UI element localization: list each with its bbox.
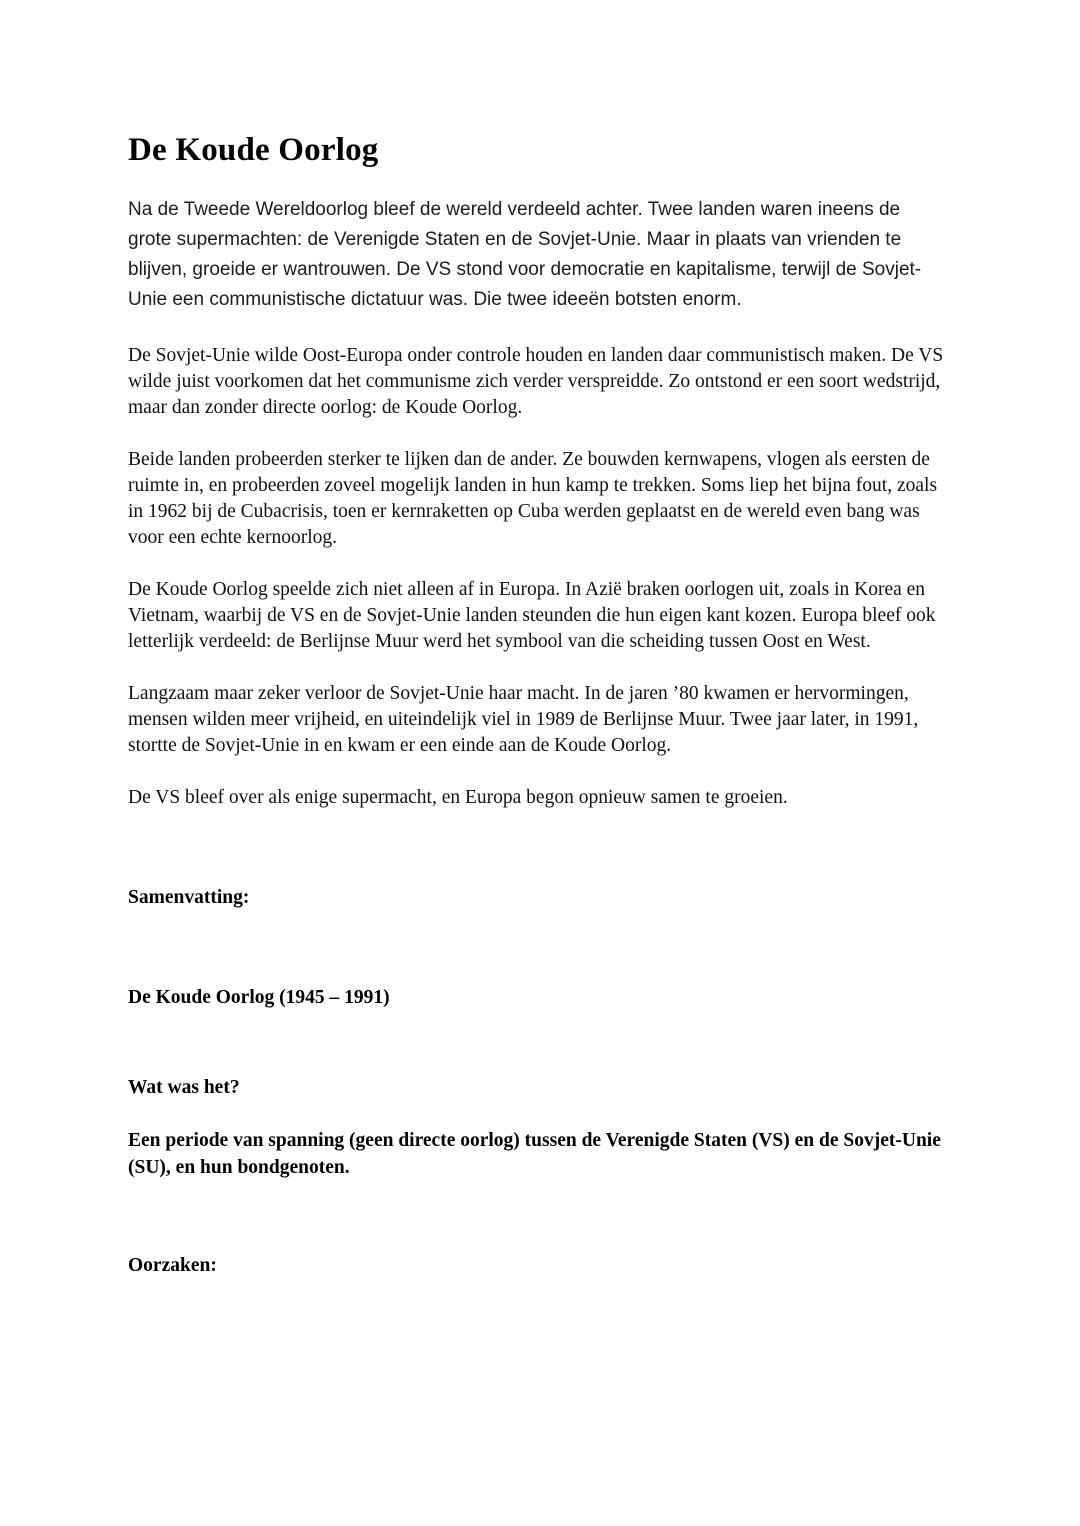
paragraph-vs-supermacht: De VS bleef over als enige supermacht, en Europa begon opnieuw samen te groeien. [128,787,788,808]
summary-question-wat-was-het: Wat was het? [128,1077,240,1098]
summary-question-oorzaken: Oorzaken: [128,1255,217,1276]
paragraph-sovjet-oost-europa: De Sovjet-Unie wilde Oost-Europa onder controle houden en landen daar communistisch maken. De VS wilde juist voorkomen dat het communisme zich verder verspreidde. Zo ontstond er een soort wedstrijd, maar dan zonder directe oorlog: de Koude Oorlog. [128,345,944,418]
document-title: De Koude Oorlog [128,132,379,168]
summary-answer-definitie: Een periode van spanning (geen directe oorlog) tussen de Verenigde Staten (VS) en de Sovjet-Unie (SU), en hun bondgenoten. [128,1130,941,1178]
paragraph-azie-berlijnse-muur: De Koude Oorlog speelde zich niet alleen af in Europa. In Azië braken oorlogen uit, zoals in Korea en Vietnam, waarbij de VS en de Sovjet-Unie landen steunden die hun eigen kant kozen. Europa bleef ook letterlijk verdeeld: de Berlijnse Muur werd het symbool van die scheiding tussen Oost en West. [128,579,936,652]
paragraph-einde-sovjet-unie: Langzaam maar zeker verloor de Sovjet-Unie haar macht. In de jaren ’80 kwamen er hervormingen, mensen wilden meer vrijheid, en uiteindelijk viel in 1989 de Berlijnse Muur. Twee jaar later, in 1991, stortte de Sovjet-Unie in en kwam er een einde aan de Koude Oorlog. [128,683,919,756]
paragraph-wapenwedloop: Beide landen probeerden sterker te lijken dan de ander. Ze bouwden kernwapens, vlogen als eersten de ruimte in, en probeerden zoveel mogelijk landen in hun kamp te trekken. Soms liep het bijna fout, zoals in 1962 bij de Cubacrisis, toen er kernraketten op Cuba werden geplaatst en de wereld even bang was voor een echte kernoorlog. [128,449,938,548]
summary-heading: Samenvatting: [128,887,250,908]
intro-paragraph: Na de Tweede Wereldoorlog bleef de wereld verdeeld achter. Twee landen waren ineens de grote supermachten: de Verenigde Staten en de Sovjet-Unie. Maar in plaats van vrienden te blijven, groeide er wantrouwen. De VS stond voor democratie en kapitalisme, terwijl de Sovjet-Unie een communistische dictatuur was. Die twee ideeën botsten enorm. [128,199,922,310]
summary-subtitle: De Koude Oorlog (1945 – 1991) [128,987,390,1008]
